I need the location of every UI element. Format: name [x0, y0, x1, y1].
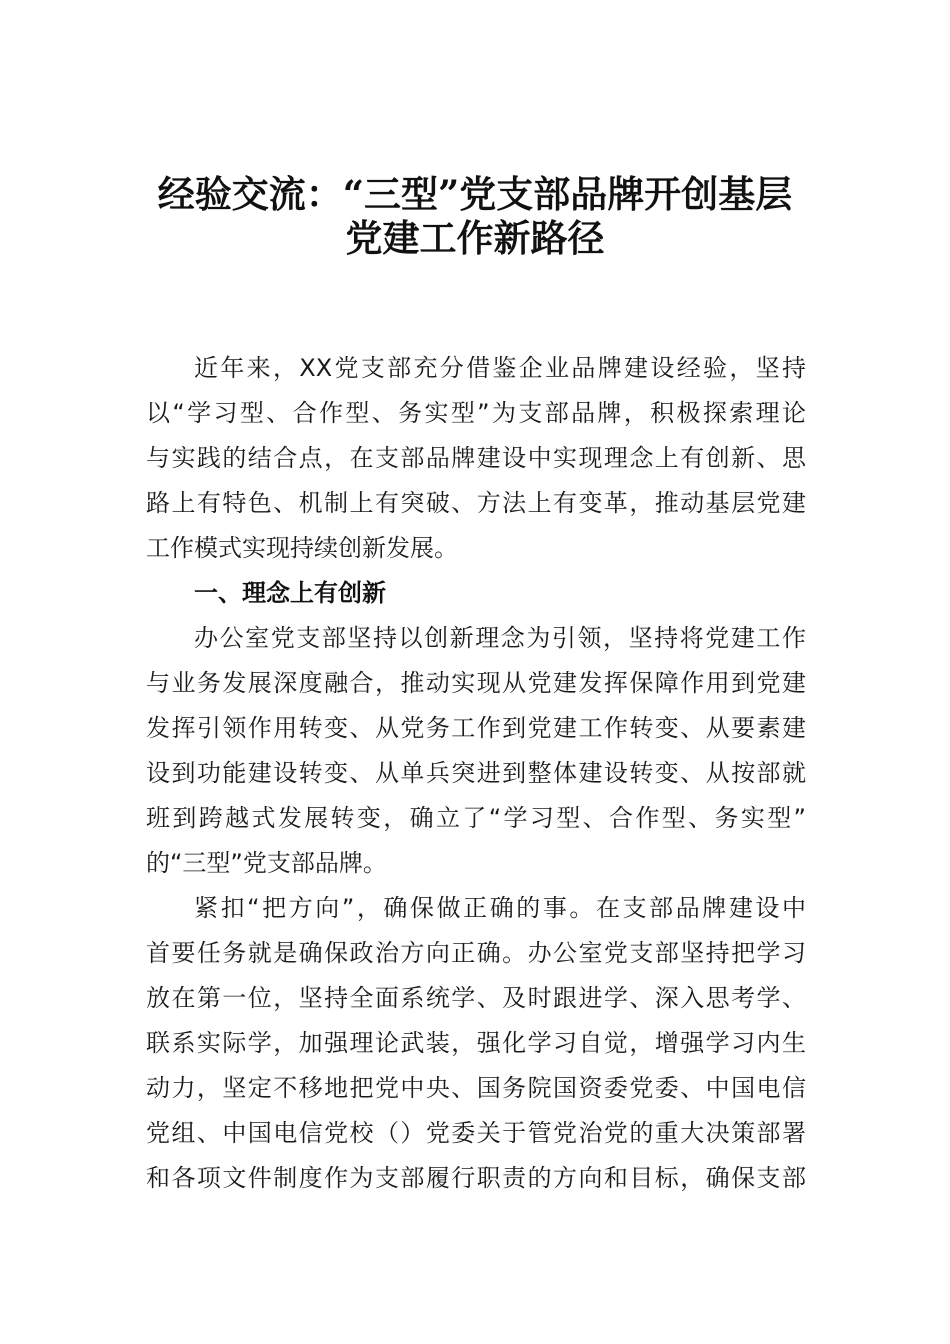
- paragraph-line: 近年来，XX党支部充分借鉴企业品牌建设经验，坚持: [194, 354, 806, 382]
- paragraph-line: 办公室党支部坚持以创新理念为引领，坚持将党建工作: [194, 624, 806, 652]
- title-line-1: 经验交流：“三型”党支部品牌开创基层: [157, 172, 793, 216]
- paragraph-line: 党组、中国电信党校（）党委关于管党治党的重大决策部署: [146, 1119, 806, 1147]
- paragraph-line: 路上有特色、机制上有突破、方法上有变革，推动基层党建: [146, 489, 806, 517]
- title-line-2: 党建工作新路径: [345, 216, 605, 260]
- paragraph-line: 联系实际学，加强理论武装，强化学习自觉，增强学习内生: [146, 1029, 806, 1057]
- paragraph-line: 发挥引领作用转变、从党务工作到党建工作转变、从要素建: [146, 714, 806, 742]
- paragraph-line: 动力，坚定不移地把党中央、国务院国资委党委、中国电信: [146, 1074, 806, 1102]
- paragraph-line: 放在第一位，坚持全面系统学、及时跟进学、深入思考学、: [146, 984, 806, 1012]
- paragraph-line: 的“三型”党支部品牌。: [146, 849, 387, 877]
- paragraph-line: 紧扣“把方向”，确保做正确的事。在支部品牌建设中: [194, 894, 806, 922]
- paragraph-line: 与业务发展深度融合，推动实现从党建发挥保障作用到党建: [146, 669, 806, 697]
- paragraph-line: 与实践的结合点，在支部品牌建设中实现理念上有创新、思: [146, 444, 806, 472]
- section-heading: 一、理念上有创新: [194, 579, 386, 607]
- paragraph-line: 首要任务就是确保政治方向正确。办公室党支部坚持把学习: [146, 939, 806, 967]
- paragraph-line: 工作模式实现持续创新发展。: [146, 534, 458, 562]
- paragraph-line: 以“学习型、合作型、务实型”为支部品牌，积极探索理论: [146, 399, 806, 427]
- paragraph-line: 和各项文件制度作为支部履行职责的方向和目标，确保支部: [146, 1164, 806, 1192]
- paragraph-line: 设到功能建设转变、从单兵突进到整体建设转变、从按部就: [146, 759, 806, 787]
- paragraph-line: 班到跨越式发展转变，确立了“学习型、合作型、务实型”: [146, 804, 806, 832]
